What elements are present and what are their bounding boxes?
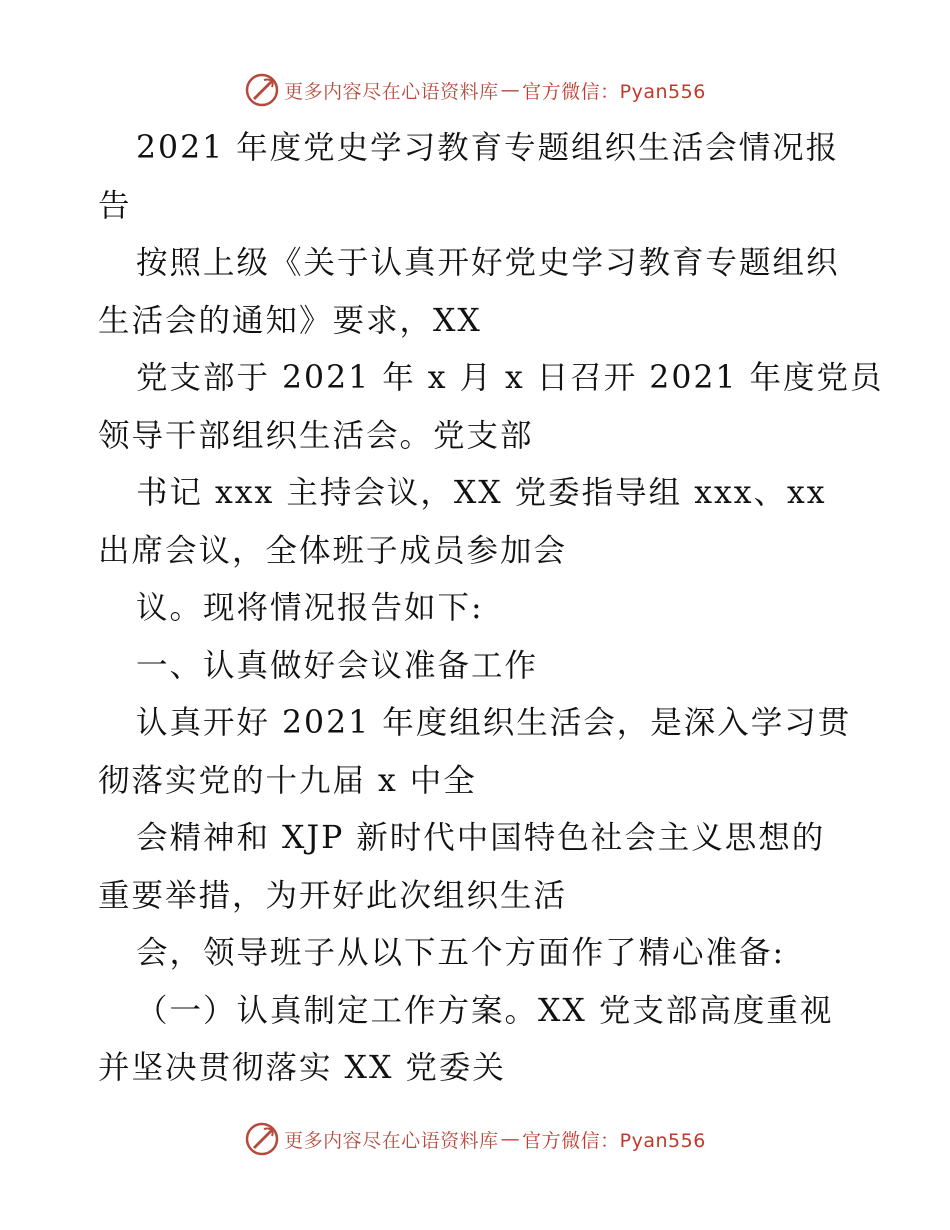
banner-brand-text: 更多内容尽在心语资料库: [284, 80, 499, 103]
section-heading: 一、认真做好会议准备工作: [136, 647, 539, 684]
paragraph-line: 并坚决贯彻落实 XX 党委关: [98, 1050, 506, 1086]
banner-separator: —: [500, 79, 521, 101]
paragraph-line: 重要举措，为开好此次组织生活: [98, 877, 568, 914]
footer-watermark-banner: [0, 1119, 950, 1159]
paragraph-line: 会精神和 XJP 新时代中国特色社会主义思想的: [136, 820, 826, 856]
paragraph-line: 党支部于 2021 年 x 月 x 日召开 2021 年度党员: [136, 360, 884, 396]
banner-contact-text: 官方微信：Pyan556: [522, 1129, 706, 1152]
banner-separator: —: [500, 1128, 521, 1150]
document-title-line-2: 告: [98, 187, 132, 224]
paragraph-line: 生活会的通知》要求，XX: [98, 302, 482, 339]
subsection-line: （一）认真制定工作方案。XX 党支部高度重视: [136, 992, 834, 1029]
banner-brand-text: 更多内容尽在心语资料库: [284, 1129, 499, 1152]
quill-pen-logo-icon: [244, 1121, 280, 1157]
document-body: [98, 120, 884, 1098]
paragraph-line: 书记 xxx 主持会议，XX 党委指导组 xxx、xx: [136, 475, 827, 511]
paragraph-line: 会，领导班子从以下五个方面作了精心准备:: [136, 935, 786, 971]
banner-contact-text: 官方微信：Pyan556: [522, 80, 706, 103]
paragraph-line: 认真开好 2021 年度组织生活会，是深入学习贯: [136, 705, 852, 741]
document-title-line-1: 2021 年度党史学习教育专题组织生活会情况报: [136, 130, 840, 166]
paragraph-line: 出席会议，全体班子成员参加会: [98, 532, 568, 569]
paragraph-line: 按照上级《关于认真开好党史学习教育专题组织: [136, 245, 840, 281]
quill-pen-logo-icon: [244, 72, 280, 108]
paragraph-line: 领导干部组织生活会。党支部: [98, 417, 534, 454]
paragraph-line: 彻落实党的十九届 x 中全: [98, 762, 477, 799]
header-watermark-banner: [0, 70, 950, 110]
paragraph-line: 议。现将情况报告如下:: [136, 590, 484, 626]
